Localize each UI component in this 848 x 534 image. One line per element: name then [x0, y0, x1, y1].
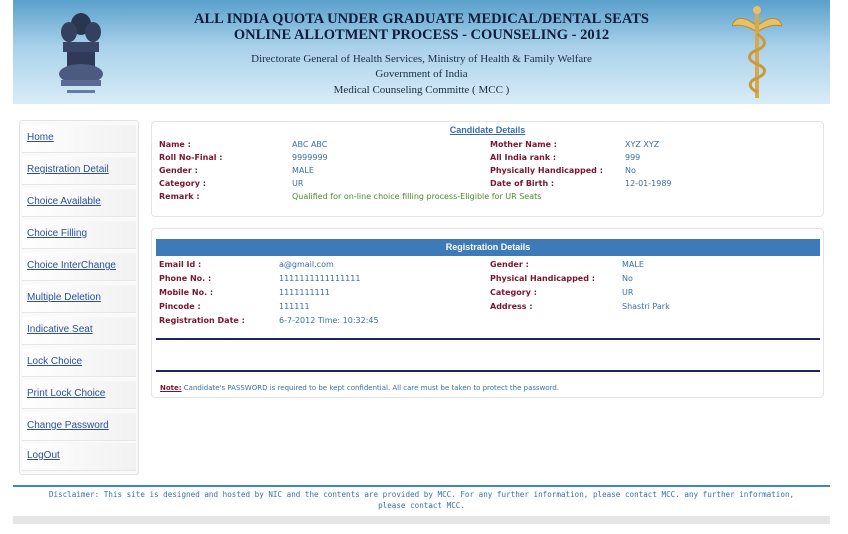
mother-name-value: XYZ XYZ	[625, 140, 660, 149]
remark-value: Qualified for on-line choice filling process-Eligible for UR Seats	[292, 192, 542, 201]
name-value: ABC ABC	[292, 140, 328, 149]
gender-value: MALE	[292, 166, 314, 175]
address-label: Address :	[490, 302, 533, 311]
mobile-value: 1111111111	[279, 288, 330, 297]
registration-date-value: 6-7-2012 Time: 10:32:45	[279, 316, 379, 325]
pincode-value: 111111	[279, 302, 310, 311]
category-value: UR	[292, 179, 304, 188]
footer-bar	[13, 516, 830, 524]
footer-disclaimer	[13, 489, 830, 511]
sidebar-item-logout[interactable]: LogOut	[22, 443, 136, 471]
divider-bottom	[156, 370, 820, 372]
all-india-rank-label: All India rank :	[490, 153, 557, 162]
roll-no-label: Roll No-Final :	[159, 153, 223, 162]
reg-gender-label: Gender :	[490, 260, 529, 269]
mother-name-label: Mother Name :	[490, 140, 557, 149]
reg-gender-value: MALE	[622, 260, 644, 269]
sidebar-item-lock-choice[interactable]: Lock Choice	[22, 349, 136, 377]
candidate-details-panel	[151, 121, 824, 217]
caduceus-icon	[732, 4, 782, 100]
physical-handicapped-value: No	[622, 274, 633, 283]
physical-handicapped-label: Physical Handicapped :	[490, 274, 595, 283]
email-label: Email Id :	[159, 260, 202, 269]
address-value: Shastri Park	[622, 302, 670, 311]
phone-value: 1111111111111111	[279, 274, 361, 283]
pincode-label: Pincode :	[159, 302, 201, 311]
header-subtitle-line1: Directorate General of Health Services, Ministry of Health & Family Welfare	[251, 53, 592, 65]
sidebar-item-indicative-seat[interactable]: Indicative Seat	[22, 317, 136, 345]
date-of-birth-label: Date of Birth :	[490, 179, 555, 188]
sidebar-item-multiple-deletion[interactable]: Multiple Deletion	[22, 285, 136, 313]
sidebar-item-change-password[interactable]: Change Password	[22, 413, 136, 441]
disclaimer-line2: please contact MCC.	[378, 501, 465, 510]
note-text: Candidate's PASSWORD is required to be kept confidential. All care must be taken to protect the password.	[181, 384, 560, 392]
footer-divider	[13, 485, 830, 487]
date-of-birth-value: 12-01-1989	[625, 179, 672, 188]
physically-handicapped-label: Physically Handicapped :	[490, 166, 603, 175]
name-label: Name :	[159, 140, 191, 149]
registration-details-title: Registration Details	[156, 239, 820, 256]
registration-details-panel	[151, 228, 824, 398]
note-label: Note:	[160, 384, 182, 392]
mobile-label: Mobile No. :	[159, 288, 214, 297]
reg-category-label: Category :	[490, 288, 537, 297]
category-label: Category :	[159, 179, 206, 188]
remark-label: Remark :	[159, 192, 200, 201]
header-subtitle-line2: Government of India	[375, 68, 468, 80]
sidebar-item-print-lock-choice[interactable]: Print Lock Choice	[22, 381, 136, 409]
sidebar-item-home[interactable]: Home	[22, 125, 136, 153]
gender-label: Gender :	[159, 166, 198, 175]
password-note	[160, 384, 559, 392]
disclaimer-line1: Disclaimer: This site is designed and hosted by NIC and the contents are provided by MCC. For any further information, please contact MCC. any further information,	[48, 490, 795, 499]
page-header	[13, 0, 830, 104]
header-subtitle-line3: Medical Counseling Committe ( MCC )	[333, 84, 510, 96]
email-value: a@gmail.com	[279, 260, 334, 269]
sidebar-item-choice-available[interactable]: Choice Available	[22, 189, 136, 217]
sidebar-item-choice-filling[interactable]: Choice Filling	[22, 221, 136, 249]
divider-top	[156, 338, 820, 340]
sidebar-item-registration-detail[interactable]: Registration Detail	[22, 157, 136, 185]
reg-category-value: UR	[622, 288, 634, 297]
all-india-rank-value: 999	[625, 153, 641, 162]
candidate-details-title: Candidate Details	[449, 125, 526, 135]
sidebar-item-choice-interchange[interactable]: Choice InterChange	[22, 253, 136, 281]
phone-label: Phone No. :	[159, 274, 212, 283]
physically-handicapped-value: No	[625, 166, 636, 175]
sidebar-nav	[19, 120, 139, 475]
header-title-line1: ALL INDIA QUOTA UNDER GRADUATE MEDICAL/DENTAL SEATS	[194, 11, 649, 27]
registration-date-label: Registration Date :	[159, 316, 245, 325]
roll-no-value: 9999999	[292, 153, 328, 162]
header-title-line2: ONLINE ALLOTMENT PROCESS - COUNSELING - 2012	[233, 27, 610, 43]
